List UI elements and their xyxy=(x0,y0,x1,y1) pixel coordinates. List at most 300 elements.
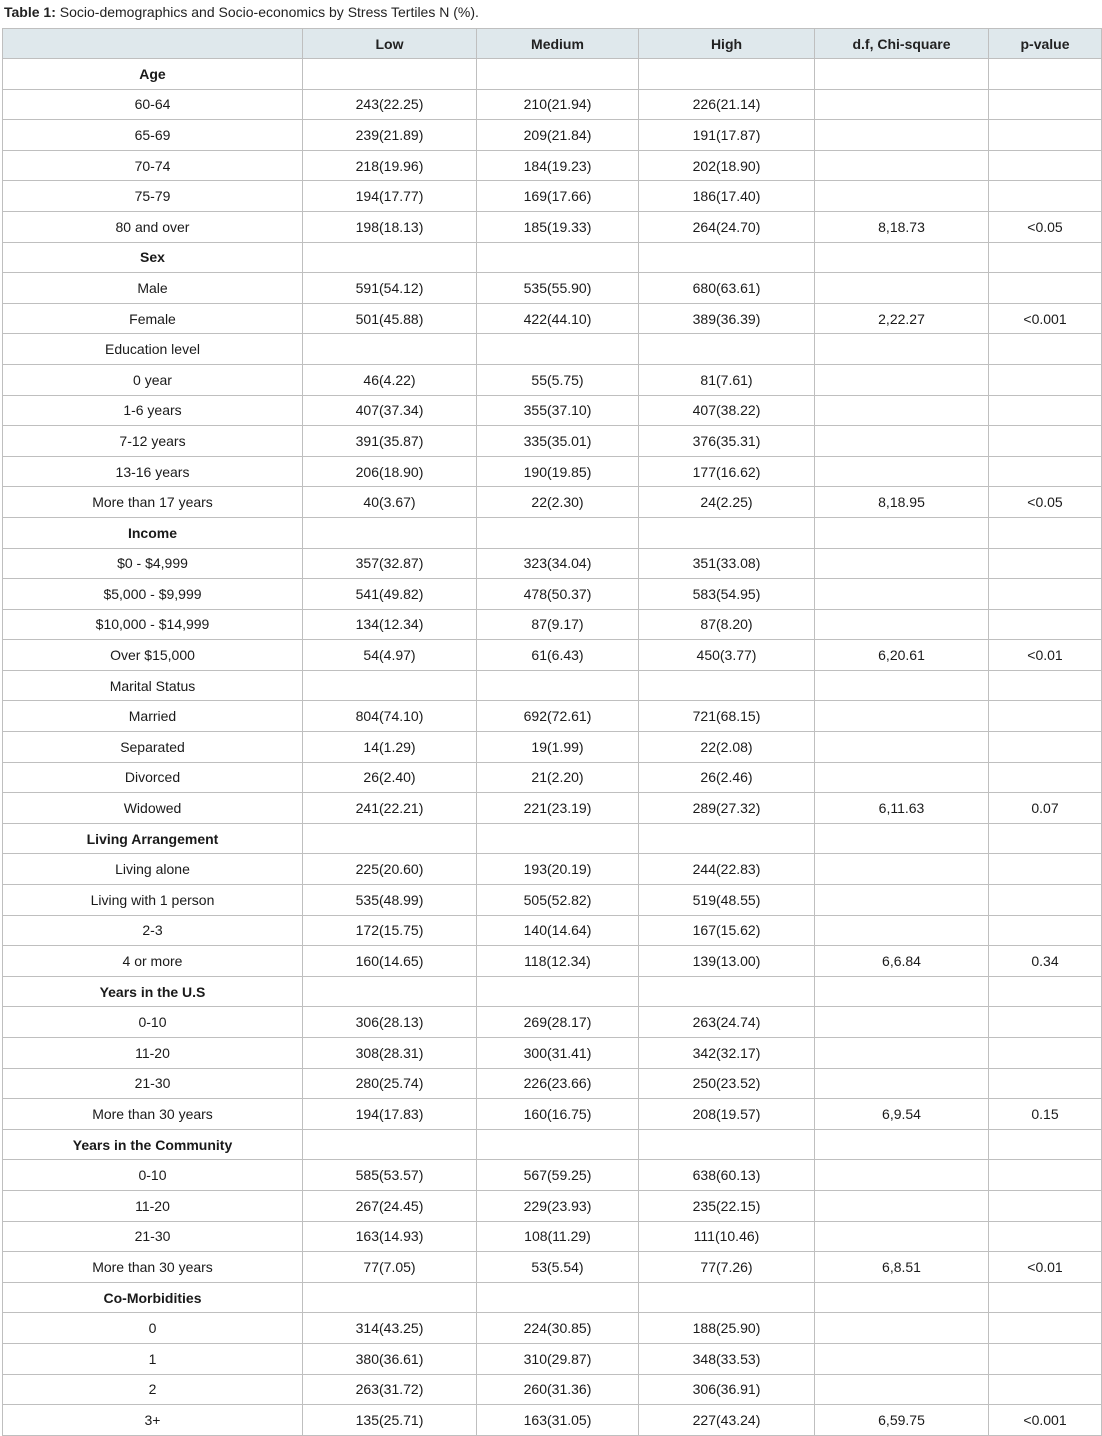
cell-p-value xyxy=(989,364,1102,395)
table-row xyxy=(3,1405,1102,1436)
cell-high: 24(2.25) xyxy=(639,487,815,518)
cell-medium: 140(14.64) xyxy=(477,915,639,946)
cell-low xyxy=(303,59,477,90)
cell-low: 77(7.05) xyxy=(303,1252,477,1283)
cell-p-value xyxy=(989,1313,1102,1344)
cell-high xyxy=(639,59,815,90)
cell-low: 218(19.96) xyxy=(303,150,477,181)
table-group-row xyxy=(3,59,1102,90)
stress-tertiles-table xyxy=(2,28,1102,1436)
cell-chi-square xyxy=(815,1038,989,1069)
table-row xyxy=(3,181,1102,212)
cell-high: 407(38.22) xyxy=(639,395,815,426)
cell-low xyxy=(303,517,477,548)
table-row xyxy=(3,395,1102,426)
cell-medium: 335(35.01) xyxy=(477,426,639,457)
cell-p-value xyxy=(989,1007,1102,1038)
cell-low: 172(15.75) xyxy=(303,915,477,946)
cell-medium: 478(50.37) xyxy=(477,579,639,610)
row-label: 0-10 xyxy=(3,1160,303,1191)
row-label: Widowed xyxy=(3,793,303,824)
row-label: 0 xyxy=(3,1313,303,1344)
cell-p-value xyxy=(989,334,1102,365)
header-cell-category xyxy=(3,29,303,59)
row-label: Over $15,000 xyxy=(3,640,303,671)
cell-medium xyxy=(477,334,639,365)
cell-chi-square xyxy=(815,1221,989,1252)
row-label: 2-3 xyxy=(3,915,303,946)
cell-medium xyxy=(477,1282,639,1313)
cell-high: 244(22.83) xyxy=(639,854,815,885)
cell-high: 250(23.52) xyxy=(639,1068,815,1099)
cell-low: 14(1.29) xyxy=(303,732,477,763)
cell-medium: 185(19.33) xyxy=(477,211,639,242)
row-label: 11-20 xyxy=(3,1190,303,1221)
cell-medium: 21(2.20) xyxy=(477,762,639,793)
cell-high: 306(36.91) xyxy=(639,1374,815,1405)
row-label: Separated xyxy=(3,732,303,763)
table-group-row xyxy=(3,1129,1102,1160)
cell-chi-square xyxy=(815,701,989,732)
group-label: Income xyxy=(3,517,303,548)
table-row xyxy=(3,426,1102,457)
row-label: More than 30 years xyxy=(3,1252,303,1283)
cell-low xyxy=(303,823,477,854)
cell-chi-square xyxy=(815,1343,989,1374)
cell-chi-square xyxy=(815,1190,989,1221)
cell-chi-square xyxy=(815,1007,989,1038)
cell-p-value xyxy=(989,823,1102,854)
cell-low: 40(3.67) xyxy=(303,487,477,518)
cell-low: 308(28.31) xyxy=(303,1038,477,1069)
cell-low: 206(18.90) xyxy=(303,456,477,487)
cell-chi-square: 8,18.73 xyxy=(815,211,989,242)
table-row xyxy=(3,89,1102,120)
cell-high: 348(33.53) xyxy=(639,1343,815,1374)
table-row xyxy=(3,1313,1102,1344)
cell-p-value xyxy=(989,1068,1102,1099)
table-row xyxy=(3,640,1102,671)
cell-low: 541(49.82) xyxy=(303,579,477,610)
cell-p-value: 0.34 xyxy=(989,946,1102,977)
cell-low: 160(14.65) xyxy=(303,946,477,977)
table-group-row xyxy=(3,334,1102,365)
cell-medium: 221(23.19) xyxy=(477,793,639,824)
cell-chi-square xyxy=(815,885,989,916)
cell-high: 227(43.24) xyxy=(639,1405,815,1436)
cell-chi-square: 6,9.54 xyxy=(815,1099,989,1130)
cell-p-value xyxy=(989,548,1102,579)
cell-chi-square xyxy=(815,1068,989,1099)
cell-high xyxy=(639,242,815,273)
cell-high xyxy=(639,1129,815,1160)
cell-medium: 355(37.10) xyxy=(477,395,639,426)
cell-high: 721(68.15) xyxy=(639,701,815,732)
cell-chi-square xyxy=(815,823,989,854)
table-row xyxy=(3,150,1102,181)
table-row xyxy=(3,303,1102,334)
cell-low xyxy=(303,976,477,1007)
cell-p-value xyxy=(989,242,1102,273)
cell-low: 241(22.21) xyxy=(303,793,477,824)
cell-high: 389(36.39) xyxy=(639,303,815,334)
cell-medium: 323(34.04) xyxy=(477,548,639,579)
row-label: 0-10 xyxy=(3,1007,303,1038)
cell-p-value xyxy=(989,517,1102,548)
cell-low: 407(37.34) xyxy=(303,395,477,426)
cell-medium: 118(12.34) xyxy=(477,946,639,977)
cell-medium xyxy=(477,670,639,701)
cell-chi-square xyxy=(815,364,989,395)
cell-medium xyxy=(477,242,639,273)
row-label: Divorced xyxy=(3,762,303,793)
table-row xyxy=(3,854,1102,885)
cell-medium: 87(9.17) xyxy=(477,609,639,640)
cell-medium xyxy=(477,517,639,548)
cell-high: 191(17.87) xyxy=(639,120,815,151)
cell-chi-square xyxy=(815,915,989,946)
cell-p-value xyxy=(989,1160,1102,1191)
cell-medium: 184(19.23) xyxy=(477,150,639,181)
group-label: Living Arrangement xyxy=(3,823,303,854)
cell-low: 501(45.88) xyxy=(303,303,477,334)
cell-high: 376(35.31) xyxy=(639,426,815,457)
table-row xyxy=(3,273,1102,304)
cell-medium: 567(59.25) xyxy=(477,1160,639,1191)
cell-high: 342(32.17) xyxy=(639,1038,815,1069)
cell-medium: 160(16.75) xyxy=(477,1099,639,1130)
cell-chi-square xyxy=(815,1160,989,1191)
table-row xyxy=(3,364,1102,395)
cell-chi-square xyxy=(815,579,989,610)
cell-low: 267(24.45) xyxy=(303,1190,477,1221)
cell-high: 26(2.46) xyxy=(639,762,815,793)
table-row xyxy=(3,915,1102,946)
cell-low xyxy=(303,242,477,273)
cell-p-value xyxy=(989,1343,1102,1374)
table-row xyxy=(3,946,1102,977)
cell-p-value xyxy=(989,89,1102,120)
cell-high: 77(7.26) xyxy=(639,1252,815,1283)
cell-p-value: <0.001 xyxy=(989,303,1102,334)
table-row xyxy=(3,1068,1102,1099)
cell-high: 235(22.15) xyxy=(639,1190,815,1221)
cell-chi-square xyxy=(815,517,989,548)
cell-high: 450(3.77) xyxy=(639,640,815,671)
table-row xyxy=(3,885,1102,916)
cell-chi-square: 6,8.51 xyxy=(815,1252,989,1283)
row-label: 3+ xyxy=(3,1405,303,1436)
table-row xyxy=(3,1190,1102,1221)
cell-chi-square xyxy=(815,334,989,365)
cell-p-value xyxy=(989,732,1102,763)
cell-p-value xyxy=(989,1221,1102,1252)
cell-high: 263(24.74) xyxy=(639,1007,815,1038)
cell-medium: 224(30.85) xyxy=(477,1313,639,1344)
cell-chi-square: 8,18.95 xyxy=(815,487,989,518)
cell-medium: 193(20.19) xyxy=(477,854,639,885)
cell-p-value: <0.001 xyxy=(989,1405,1102,1436)
table-row xyxy=(3,1160,1102,1191)
cell-medium: 22(2.30) xyxy=(477,487,639,518)
cell-chi-square: 6,6.84 xyxy=(815,946,989,977)
cell-low: 357(32.87) xyxy=(303,548,477,579)
cell-medium xyxy=(477,976,639,1007)
cell-chi-square xyxy=(815,181,989,212)
cell-p-value xyxy=(989,854,1102,885)
cell-low: 239(21.89) xyxy=(303,120,477,151)
cell-p-value xyxy=(989,1129,1102,1160)
cell-chi-square: 6,59.75 xyxy=(815,1405,989,1436)
caption-prefix: Table 1: xyxy=(4,4,56,20)
cell-low: 194(17.83) xyxy=(303,1099,477,1130)
cell-low: 535(48.99) xyxy=(303,885,477,916)
cell-medium: 422(44.10) xyxy=(477,303,639,334)
cell-chi-square xyxy=(815,1313,989,1344)
row-label: 21-30 xyxy=(3,1068,303,1099)
cell-high xyxy=(639,334,815,365)
cell-p-value xyxy=(989,609,1102,640)
cell-low: 46(4.22) xyxy=(303,364,477,395)
cell-chi-square xyxy=(815,242,989,273)
table-body xyxy=(3,59,1102,1436)
cell-medium: 692(72.61) xyxy=(477,701,639,732)
cell-low: 135(25.71) xyxy=(303,1405,477,1436)
cell-high: 87(8.20) xyxy=(639,609,815,640)
cell-low: 198(18.13) xyxy=(303,211,477,242)
cell-p-value: <0.01 xyxy=(989,640,1102,671)
cell-medium: 163(31.05) xyxy=(477,1405,639,1436)
cell-medium xyxy=(477,1129,639,1160)
cell-high: 186(17.40) xyxy=(639,181,815,212)
cell-chi-square xyxy=(815,1129,989,1160)
cell-chi-square xyxy=(815,609,989,640)
cell-p-value xyxy=(989,1374,1102,1405)
row-label: 11-20 xyxy=(3,1038,303,1069)
cell-medium xyxy=(477,823,639,854)
row-label: $0 - $4,999 xyxy=(3,548,303,579)
cell-medium: 210(21.94) xyxy=(477,89,639,120)
table-row xyxy=(3,211,1102,242)
group-label: Co-Morbidities xyxy=(3,1282,303,1313)
cell-p-value: <0.05 xyxy=(989,487,1102,518)
row-label: More than 30 years xyxy=(3,1099,303,1130)
cell-p-value xyxy=(989,885,1102,916)
header-cell-medium: Medium xyxy=(477,29,639,59)
group-label: Age xyxy=(3,59,303,90)
cell-chi-square xyxy=(815,854,989,885)
table-row xyxy=(3,1221,1102,1252)
cell-low: 306(28.13) xyxy=(303,1007,477,1038)
row-label: 80 and over xyxy=(3,211,303,242)
cell-medium: 505(52.82) xyxy=(477,885,639,916)
cell-low: 263(31.72) xyxy=(303,1374,477,1405)
cell-chi-square: 2,22.27 xyxy=(815,303,989,334)
cell-chi-square xyxy=(815,1374,989,1405)
row-label: More than 17 years xyxy=(3,487,303,518)
group-label: Education level xyxy=(3,334,303,365)
group-label: Years in the Community xyxy=(3,1129,303,1160)
table-row xyxy=(3,609,1102,640)
row-label: $10,000 - $14,999 xyxy=(3,609,303,640)
cell-p-value xyxy=(989,976,1102,1007)
cell-p-value xyxy=(989,426,1102,457)
cell-medium: 108(11.29) xyxy=(477,1221,639,1252)
cell-p-value xyxy=(989,150,1102,181)
cell-high: 81(7.61) xyxy=(639,364,815,395)
cell-high: 111(10.46) xyxy=(639,1221,815,1252)
row-label: 1-6 years xyxy=(3,395,303,426)
table-row xyxy=(3,732,1102,763)
cell-medium xyxy=(477,59,639,90)
cell-high: 638(60.13) xyxy=(639,1160,815,1191)
table-row xyxy=(3,548,1102,579)
table-group-row xyxy=(3,976,1102,1007)
table-row xyxy=(3,793,1102,824)
caption-text: Socio-demographics and Socio-economics by Stress Tertiles N (%). xyxy=(55,4,479,20)
cell-high: 177(16.62) xyxy=(639,456,815,487)
cell-high xyxy=(639,517,815,548)
cell-chi-square xyxy=(815,670,989,701)
cell-chi-square xyxy=(815,426,989,457)
cell-high: 351(33.08) xyxy=(639,548,815,579)
cell-high: 264(24.70) xyxy=(639,211,815,242)
cell-low: 225(20.60) xyxy=(303,854,477,885)
table-header-row xyxy=(3,29,1102,59)
table-row xyxy=(3,579,1102,610)
cell-high xyxy=(639,976,815,1007)
row-label: 65-69 xyxy=(3,120,303,151)
cell-p-value xyxy=(989,395,1102,426)
row-label: Living alone xyxy=(3,854,303,885)
cell-medium: 53(5.54) xyxy=(477,1252,639,1283)
cell-medium: 229(23.93) xyxy=(477,1190,639,1221)
cell-low xyxy=(303,670,477,701)
table-row xyxy=(3,1252,1102,1283)
row-label: 2 xyxy=(3,1374,303,1405)
header-cell-low: Low xyxy=(303,29,477,59)
cell-chi-square xyxy=(815,732,989,763)
cell-medium: 55(5.75) xyxy=(477,364,639,395)
cell-low: 380(36.61) xyxy=(303,1343,477,1374)
row-label: 1 xyxy=(3,1343,303,1374)
table-group-row xyxy=(3,242,1102,273)
cell-low: 26(2.40) xyxy=(303,762,477,793)
row-label: Married xyxy=(3,701,303,732)
cell-medium: 226(23.66) xyxy=(477,1068,639,1099)
row-label: Living with 1 person xyxy=(3,885,303,916)
cell-low: 134(12.34) xyxy=(303,609,477,640)
cell-p-value xyxy=(989,701,1102,732)
table-row xyxy=(3,1343,1102,1374)
cell-p-value: <0.05 xyxy=(989,211,1102,242)
row-label: Female xyxy=(3,303,303,334)
table-row xyxy=(3,487,1102,518)
row-label: 7-12 years xyxy=(3,426,303,457)
cell-low: 804(74.10) xyxy=(303,701,477,732)
cell-high: 167(15.62) xyxy=(639,915,815,946)
cell-chi-square: 6,11.63 xyxy=(815,793,989,824)
cell-high: 188(25.90) xyxy=(639,1313,815,1344)
cell-medium: 310(29.87) xyxy=(477,1343,639,1374)
cell-low: 391(35.87) xyxy=(303,426,477,457)
cell-p-value: 0.07 xyxy=(989,793,1102,824)
cell-medium: 300(31.41) xyxy=(477,1038,639,1069)
cell-low: 163(14.93) xyxy=(303,1221,477,1252)
row-label: 70-74 xyxy=(3,150,303,181)
cell-p-value xyxy=(989,579,1102,610)
cell-medium: 535(55.90) xyxy=(477,273,639,304)
cell-p-value: <0.01 xyxy=(989,1252,1102,1283)
cell-p-value xyxy=(989,181,1102,212)
cell-medium: 19(1.99) xyxy=(477,732,639,763)
cell-high: 202(18.90) xyxy=(639,150,815,181)
cell-chi-square: 6,20.61 xyxy=(815,640,989,671)
table-caption xyxy=(4,4,479,20)
cell-low: 243(22.25) xyxy=(303,89,477,120)
header-cell-high: High xyxy=(639,29,815,59)
cell-chi-square xyxy=(815,976,989,1007)
cell-p-value xyxy=(989,762,1102,793)
cell-p-value xyxy=(989,456,1102,487)
cell-low xyxy=(303,1129,477,1160)
cell-low: 54(4.97) xyxy=(303,640,477,671)
cell-p-value xyxy=(989,670,1102,701)
cell-high: 22(2.08) xyxy=(639,732,815,763)
cell-p-value xyxy=(989,1190,1102,1221)
table-group-row xyxy=(3,823,1102,854)
cell-low xyxy=(303,334,477,365)
table-group-row xyxy=(3,517,1102,548)
cell-high: 289(27.32) xyxy=(639,793,815,824)
cell-chi-square xyxy=(815,548,989,579)
cell-medium: 260(31.36) xyxy=(477,1374,639,1405)
cell-p-value xyxy=(989,1282,1102,1313)
cell-medium: 190(19.85) xyxy=(477,456,639,487)
cell-low: 314(43.25) xyxy=(303,1313,477,1344)
row-label: Male xyxy=(3,273,303,304)
row-label: 0 year xyxy=(3,364,303,395)
cell-low: 585(53.57) xyxy=(303,1160,477,1191)
header-cell-p-value: p-value xyxy=(989,29,1102,59)
cell-low: 280(25.74) xyxy=(303,1068,477,1099)
cell-medium: 269(28.17) xyxy=(477,1007,639,1038)
cell-p-value xyxy=(989,273,1102,304)
cell-high xyxy=(639,1282,815,1313)
table-row xyxy=(3,1374,1102,1405)
cell-chi-square xyxy=(815,395,989,426)
table-row xyxy=(3,1007,1102,1038)
group-label: Sex xyxy=(3,242,303,273)
cell-high: 583(54.95) xyxy=(639,579,815,610)
row-label: 13-16 years xyxy=(3,456,303,487)
cell-medium: 61(6.43) xyxy=(477,640,639,671)
cell-high: 519(48.55) xyxy=(639,885,815,916)
cell-chi-square xyxy=(815,456,989,487)
cell-high xyxy=(639,670,815,701)
header-cell-chi-square: d.f, Chi-square xyxy=(815,29,989,59)
table-row xyxy=(3,456,1102,487)
cell-p-value: 0.15 xyxy=(989,1099,1102,1130)
group-label: Years in the U.S xyxy=(3,976,303,1007)
row-label: $5,000 - $9,999 xyxy=(3,579,303,610)
table-row xyxy=(3,1038,1102,1069)
cell-low xyxy=(303,1282,477,1313)
cell-high: 680(63.61) xyxy=(639,273,815,304)
table-row xyxy=(3,120,1102,151)
cell-medium: 169(17.66) xyxy=(477,181,639,212)
cell-high: 208(19.57) xyxy=(639,1099,815,1130)
